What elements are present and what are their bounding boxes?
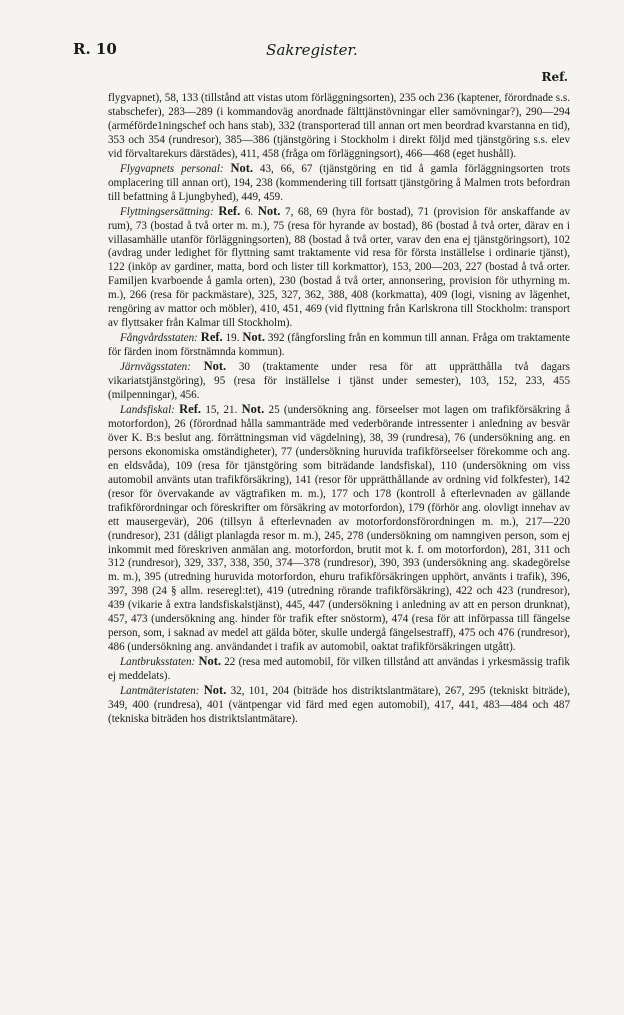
entry-text: flygvapnet), 58, 133 (tillstånd att vistas utom förläggningsorten), 235 och 236 (kaptener, förordnade s.s. stabschefer), 283—289 (i kommandoväg anordnade fälttjänstövningar eller samövningar?), 290—294 (arméförde1ningschef och hans stab), 332 (transporterad till annan ort men beordrad kvarstanna en tid), 353 och 354 (rundresor), 385—386 (tjänstgöring i Stockholm i direkt följd med tjänstgöring s.s. elev vid förvaltarekurs därstädes), 411, 458 (fråga om förläggningsort), 466—468 (eget hushåll). [108,92,570,160]
reference-marker: Not. [257,203,281,218]
entry-term: Fångvårdsstaten: [120,332,198,345]
index-entry [108,331,570,360]
entry-term: Lantmäteristaten: [120,685,200,698]
index-entry [108,162,570,205]
entry-text: Not. 30 (traktamente under resa för att upprätthålla två dagars vikariatstjänstgöring), 95 (resa för inställelse i tjänst under semester), 103, 152, 233, 455 (milpenningar), 456. [108,359,570,402]
entry-text: Not. 22 (resa med automobil, för vilken tillstånd att användas i yrkesmässig trafik ej meddelats). [108,654,570,683]
index-entry [108,655,570,684]
entry-term: Järnvägsstaten: [120,361,191,374]
entry-term: Lantbruksstaten: [120,656,196,669]
index-body [108,92,570,727]
reference-marker: Not. [230,160,254,175]
reference-marker: Ref. [200,330,223,345]
entry-text: Ref. 19. Not. 392 (fångforsling från en kommun till annan. Fråga om traktamente för färden inom förstnämnda kommun). [108,330,570,359]
page-number: R. 10 [73,40,117,58]
entry-term: Landsfiskal: [120,403,175,416]
index-entry [108,684,570,727]
index-entry [108,205,570,332]
entry-term: Flygvapnets personal: [120,162,224,175]
reference-marker: Ref. [218,203,241,218]
index-entry [108,403,570,655]
entry-text: Not. 32, 101, 204 (biträde hos distriktslantmätare), 267, 295 (tekniskt biträde), 349, 400 (rundresa), 401 (väntpengar vid färd med egen automobil), 417, 441, 483—484 och 487 (tekniska biträden hos distriktslantmätare). [108,683,570,725]
reference-marker: Not. [203,359,227,374]
reference-marker: Ref. [179,401,202,416]
column-label: Ref. [541,70,568,84]
entry-text: Ref. 6. Not. 7, 68, 69 (hyra för bostad), 71 (provision för anskaffande av rum), 73 (bostad å två orter m. m.), 75 (resa för hyrande av bostad), 86 (bostad å två orter, därav en i villasamhälle utanför förläggningsorten), 88 (bostad å två orter, varav den ena ej tjänstgöringsort), 102 (avdrag under ledighet för flyttning samt traktamente vid resa för första inställelse i ordinarie tjänst), 122 (inköp av gardiner, matta, bord och lister till korkmattor), 153, 200—203, 227 (bostad å två orter. Familjen kvarboende å gamla orten), 230 (bostad å två orter, annonsering, provision för uthyrning m. m.), 266 (resa för packmästare), 325, 327, 362, 388, 408 (korkmatta), 409 (logi, visning av lägenhet, rengöring av mattor och möbler), 410, 451, 469 (vid flyttning från Karlskrona till Stockholm: transport av flyttsaker från Kalmar till Stockholm). [108,203,570,330]
reference-marker: Not. [242,330,265,345]
entry-term: Flyttningsersättning: [120,205,214,218]
index-entry [108,360,570,403]
index-entry [108,92,570,162]
running-title: Sakregister. [266,41,358,59]
entry-text: Not. 43, 66, 67 (tjänstgöring en tid å gamla förläggningsorten trots omplacering till annan ort), 194, 238 (kommendering till fortsatt tjänstgöring å Malmen trots befordran till befattning å Ljungbyhed), 449, 459. [108,160,571,203]
reference-marker: Not. [203,683,227,698]
entry-text: Ref. 15, 21. Not. 25 (undersökning ang. förseelser mot lagen om trafikförsäkring å motorfordon), 26 (förordnad hålla sammanträde med vederbörande intressenter i anledning av besvär över K. B:s beslut ang. förrättningsman vid vägdelning), 38, 39 (rundresa), 76 (undersökning ang. en persons ekonomiska omständigheter), 77 (undersökning huruvida trafikförseelser förekomme och ang. en eldsvåda), 109 (resa för tjänstgöring som biträdande landsfiskal), 110 (undersökning om viss automobil använts utan trafikförsäkring), 141 (resor för upprätthållande av ordning vid folkfester), 142 (resor för övervakande av vägtrafiken m. m.), 177 och 178 (kontroll å efterlevnaden av gällande trafikförordningar och föreskrifter om försäkring av motorfordon), 179 (förhör ang. olovligt innehav av ett mausergevär), 206 (tillsyn å efterlevnaden av motorfordonsförordningen m. m.), 217—220 (rundresor), 231 (dåligt planlagda resor m. m.), 245, 278 (undersökning om namngiven person, som ej inkommit med föreskriven anmälan ang. motorfordon, brutit mot k. f. om motorfordon), 281, 311 och 312 (rundresor), 329, 337, 338, 350, 374—378 (rundresor), 390, 393 (undersökning ang. skadegörelse m. m.), 395 (utredning huruvida motorfordon, ehuru trafikförsäkringen upphört, använts i trafik), 396, 397, 398 (24 § allm. reseregl:tet), 419 (utredning rörande trafikförsäkring), 422 och 423 (rundresor), 439 (vikarie å extra landsfiskalstjänst), 445, 447 (undersökning i anledning av att en person drunknat), 457, 473 (undersökning ang. hinder för trafik efter snöstorm), 474 (resa för att införpassa till fängelse person, som, i saknad av medel att gälda böter, skulle undergå fängelsestraff), 475 och 476 (rundresor), 486 (undersökning ang. användandet i trafik av automobil, oaktat trafikförsäkringen utgått). [108,401,570,654]
reference-marker: Not. [241,401,265,416]
reference-marker: Not. [198,654,222,669]
